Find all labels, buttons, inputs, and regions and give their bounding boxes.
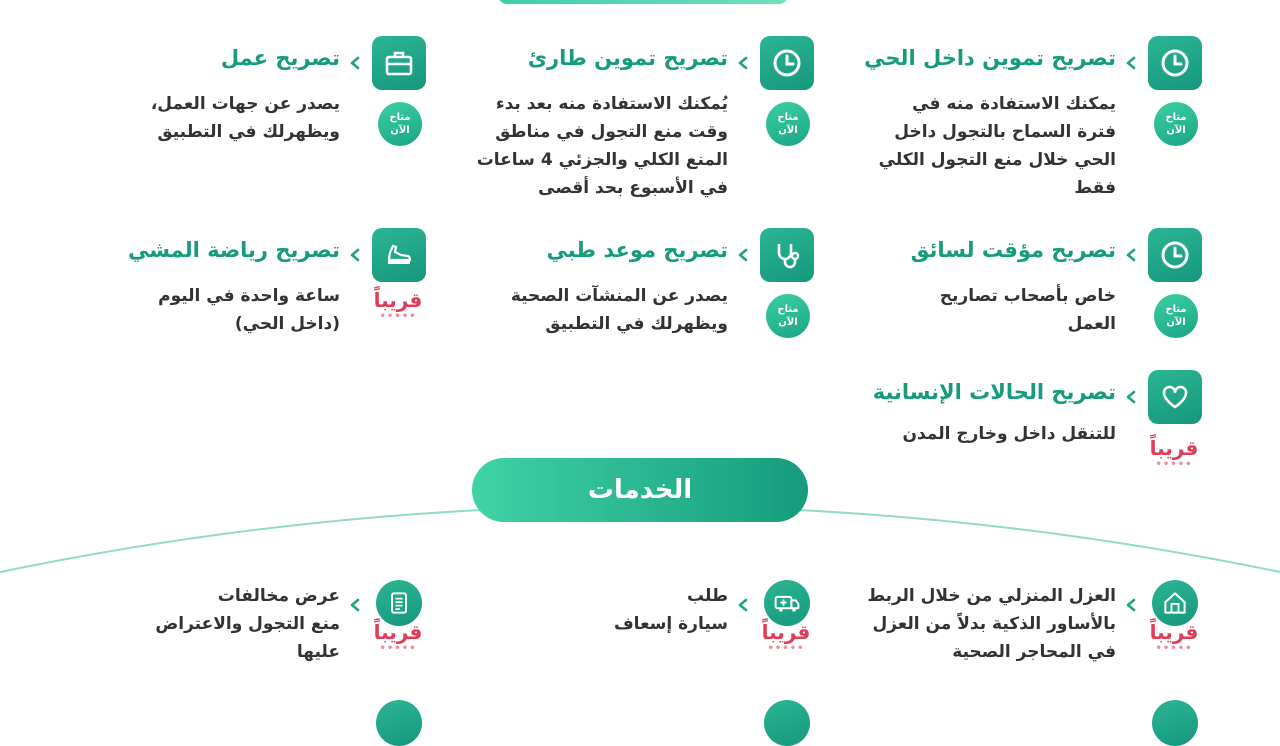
permit-description: يمكنك الاستفادة منه في فترة السماح بالتجول داخل الحي خلال منع التجول الكلي فقط — [878, 94, 1116, 198]
permit-title: تصريح تموين داخل الحي — [864, 46, 1116, 70]
coming-soon-badge — [1146, 620, 1202, 654]
partial-service-icon — [1152, 700, 1198, 746]
permit-title: تصريح رياضة المشي — [128, 238, 340, 262]
chevron-icon — [1122, 54, 1140, 72]
coming-soon-label: قريباً — [373, 288, 423, 312]
clock-icon — [1148, 36, 1202, 90]
coming-soon-label: قريباً — [373, 620, 423, 644]
coming-soon-badge — [370, 620, 426, 654]
permit-description: خاص بأصحاب تصاريح العمل — [939, 286, 1116, 334]
dots-decoration: ••••• — [1155, 459, 1193, 470]
partial-service-icon — [764, 700, 810, 746]
chevron-icon — [1122, 246, 1140, 264]
chevron-icon — [346, 54, 364, 72]
permit-card-humanitarian[interactable] — [846, 370, 1202, 470]
dots-decoration: ••••• — [379, 311, 417, 322]
permit-description: يُمكنك الاستفادة منه بعد بدء وقت منع التجول في مناطق المنع الكلي والجزئي 4 ساعات في الأسبوع بحد أقصى — [476, 94, 728, 198]
permit-title: تصريح موعد طبي — [546, 238, 728, 262]
chevron-icon — [346, 246, 364, 264]
service-description: عرض مخالفات منع التجول والاعتراض عليها — [155, 586, 340, 662]
service-card-ambulance[interactable] — [458, 578, 814, 688]
permit-card-medical[interactable] — [458, 228, 814, 408]
dots-decoration: ••••• — [379, 643, 417, 654]
partial-service-icon — [376, 700, 422, 746]
permit-description: ساعة واحدة في اليوم (داخل الحي) — [158, 286, 340, 334]
coming-soon-label: قريباً — [1149, 436, 1199, 460]
chevron-icon — [1122, 596, 1140, 614]
permit-card-work[interactable] — [70, 36, 426, 216]
permit-card-grocery-neighborhood[interactable] — [846, 36, 1202, 216]
heart-icon — [1148, 370, 1202, 424]
permit-card-grocery-emergency[interactable] — [458, 36, 814, 216]
permit-description: يصدر عن المنشآت الصحية ويظهرلك في التطبيق — [510, 286, 728, 334]
dots-decoration: ••••• — [767, 643, 805, 654]
top-banner-edge — [498, 0, 788, 4]
permit-card-walking[interactable] — [70, 228, 426, 408]
coming-soon-badge — [758, 620, 814, 654]
services-section-header: الخدمات — [472, 458, 808, 522]
coming-soon-label: قريباً — [1149, 620, 1199, 644]
permit-description: للتنقل داخل وخارج المدن — [902, 424, 1116, 444]
service-description: العزل المنزلي من خلال الربط بالأساور الذكية بدلاً من العزل في المحاجر الصحية — [867, 586, 1116, 662]
available-now-badge: متاح الآن — [378, 102, 422, 146]
chevron-icon — [1122, 388, 1140, 406]
coming-soon-badge — [370, 288, 426, 322]
shoe-icon — [372, 228, 426, 282]
chevron-icon — [346, 596, 364, 614]
dots-decoration: ••••• — [1155, 643, 1193, 654]
service-card-home-isolation[interactable] — [846, 578, 1202, 688]
chevron-icon — [734, 54, 752, 72]
service-card-violations[interactable] — [70, 578, 426, 688]
stethoscope-icon — [760, 228, 814, 282]
available-now-badge: متاح الآن — [766, 294, 810, 338]
permit-title: تصريح الحالات الإنسانية — [872, 380, 1116, 404]
permit-title: تصريح عمل — [220, 46, 340, 70]
chevron-icon — [734, 246, 752, 264]
briefcase-icon — [372, 36, 426, 90]
permit-title: تصريح تموين طارئ — [527, 46, 728, 70]
permit-title: تصريح مؤقت لسائق — [910, 238, 1116, 262]
service-description: طلب سيارة إسعاف — [613, 586, 728, 634]
clock-icon — [1148, 228, 1202, 282]
clock-icon — [760, 36, 814, 90]
available-now-badge: متاح الآن — [766, 102, 810, 146]
available-now-badge: متاح الآن — [1154, 294, 1198, 338]
available-now-badge: متاح الآن — [1154, 102, 1198, 146]
chevron-icon — [734, 596, 752, 614]
permit-description: يصدر عن جهات العمل، ويظهرلك في التطبيق — [150, 94, 340, 142]
coming-soon-label: قريباً — [761, 620, 811, 644]
